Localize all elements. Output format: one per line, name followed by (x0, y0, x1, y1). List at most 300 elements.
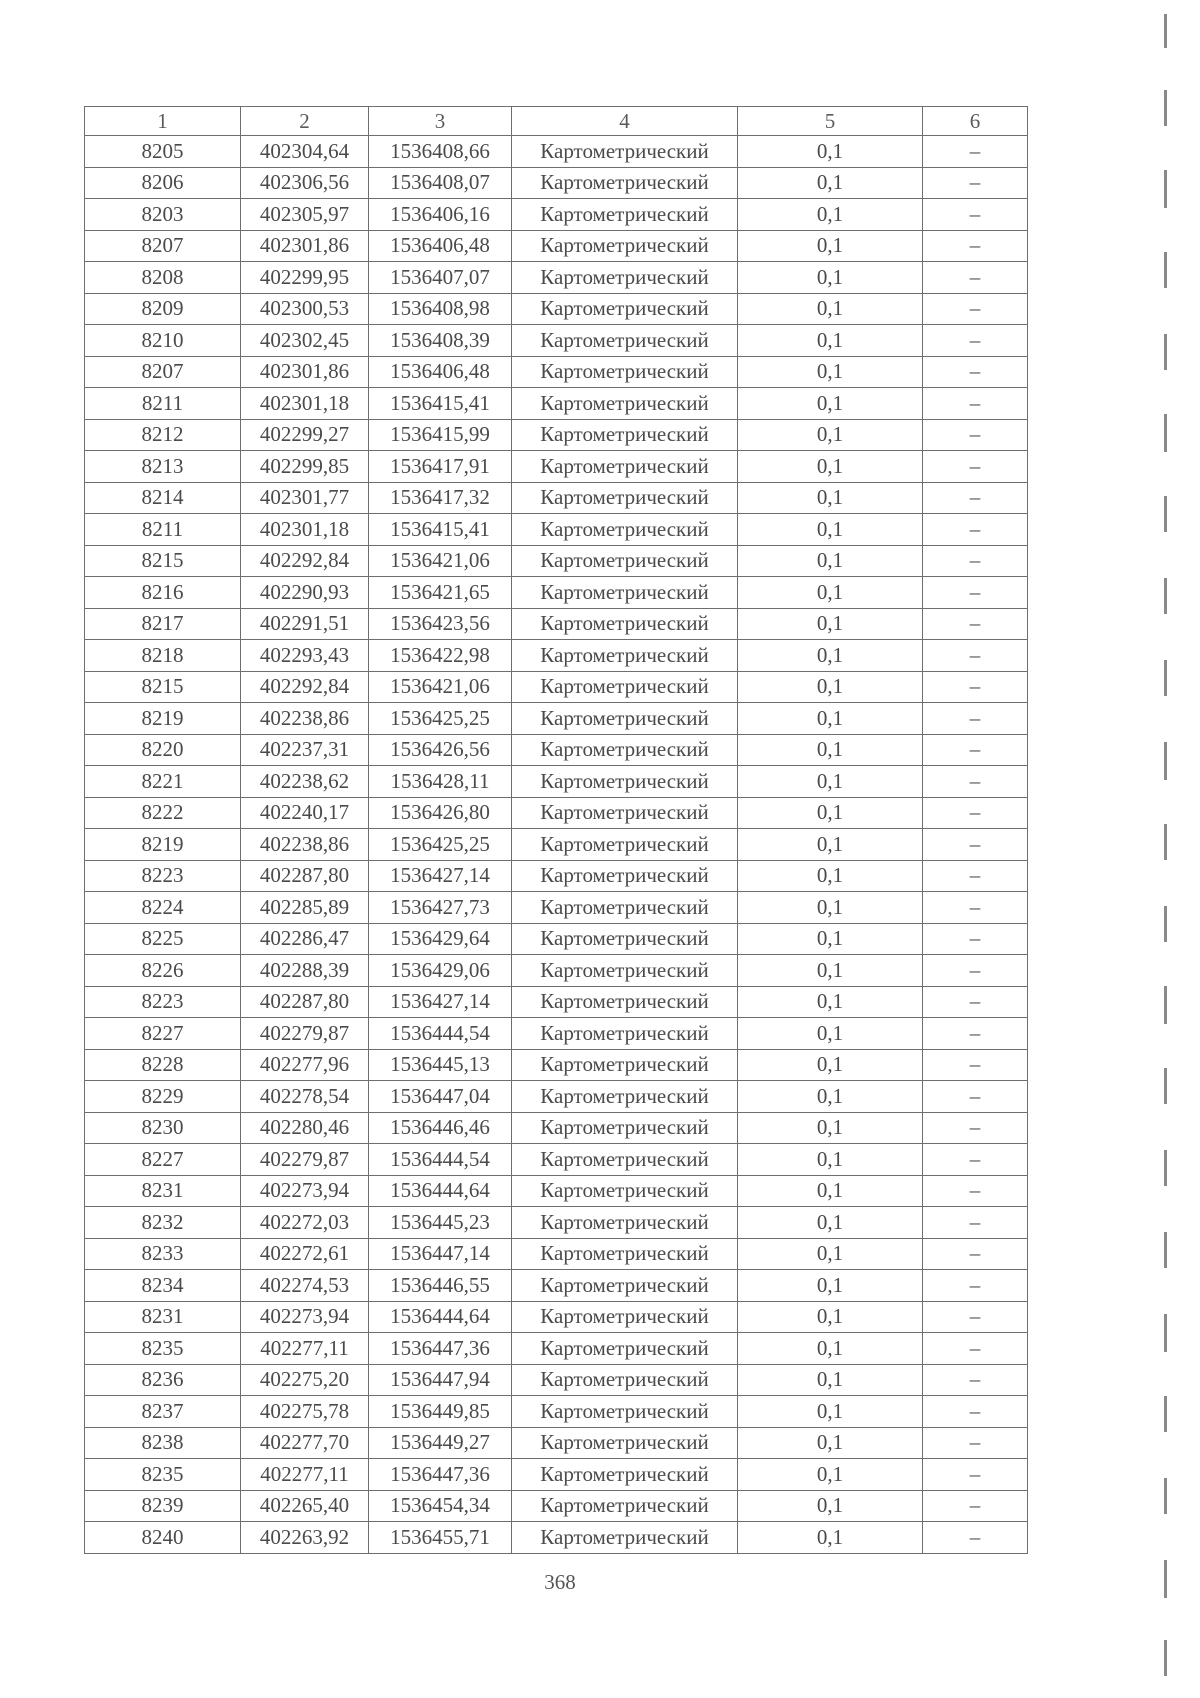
note-cell: – (923, 986, 1028, 1018)
method-cell: Картометрический (512, 608, 738, 640)
scan-edge-mark (1164, 1560, 1167, 1598)
scan-edge-mark (1164, 1150, 1167, 1186)
point-number-cell: 8215 (85, 671, 241, 703)
accuracy-cell: 0,1 (738, 608, 923, 640)
point-number-cell: 8207 (85, 230, 241, 262)
y-coordinate-cell: 1536417,32 (369, 482, 512, 514)
scan-edge-mark (1164, 252, 1167, 288)
accuracy-cell: 0,1 (738, 136, 923, 168)
y-coordinate-cell: 1536415,99 (369, 419, 512, 451)
scan-edge-mark (1164, 1396, 1167, 1432)
header-row (85, 107, 1028, 136)
y-coordinate-cell: 1536407,07 (369, 262, 512, 294)
point-number-cell: 8225 (85, 923, 241, 955)
point-number-cell: 8223 (85, 860, 241, 892)
y-coordinate-cell: 1536444,64 (369, 1175, 512, 1207)
x-coordinate-cell: 402290,93 (241, 577, 369, 609)
method-cell: Картометрический (512, 325, 738, 357)
table-row (85, 640, 1028, 672)
note-cell: – (923, 892, 1028, 924)
y-coordinate-cell: 1536444,64 (369, 1301, 512, 1333)
y-coordinate-cell: 1536449,85 (369, 1396, 512, 1428)
method-cell: Картометрический (512, 1238, 738, 1270)
note-cell: – (923, 388, 1028, 420)
coordinates-table (84, 106, 1028, 1554)
table-row (85, 797, 1028, 829)
column-header-3: 3 (369, 107, 512, 136)
method-cell: Картометрический (512, 671, 738, 703)
x-coordinate-cell: 402299,85 (241, 451, 369, 483)
point-number-cell: 8212 (85, 419, 241, 451)
accuracy-cell: 0,1 (738, 1522, 923, 1554)
accuracy-cell: 0,1 (738, 986, 923, 1018)
method-cell: Картометрический (512, 199, 738, 231)
point-number-cell: 8237 (85, 1396, 241, 1428)
accuracy-cell: 0,1 (738, 577, 923, 609)
table-row (85, 1238, 1028, 1270)
point-number-cell: 8234 (85, 1270, 241, 1302)
note-cell: – (923, 419, 1028, 451)
accuracy-cell: 0,1 (738, 1238, 923, 1270)
accuracy-cell: 0,1 (738, 1175, 923, 1207)
accuracy-cell: 0,1 (738, 1112, 923, 1144)
method-cell: Картометрический (512, 1364, 738, 1396)
accuracy-cell: 0,1 (738, 1396, 923, 1428)
method-cell: Картометрический (512, 797, 738, 829)
accuracy-cell: 0,1 (738, 1490, 923, 1522)
point-number-cell: 8216 (85, 577, 241, 609)
point-number-cell: 8231 (85, 1301, 241, 1333)
accuracy-cell: 0,1 (738, 671, 923, 703)
scan-edge-mark (1164, 824, 1167, 860)
method-cell: Картометрический (512, 451, 738, 483)
note-cell: – (923, 1333, 1028, 1365)
y-coordinate-cell: 1536447,94 (369, 1364, 512, 1396)
table-row (85, 199, 1028, 231)
y-coordinate-cell: 1536426,56 (369, 734, 512, 766)
point-number-cell: 8239 (85, 1490, 241, 1522)
x-coordinate-cell: 402277,96 (241, 1049, 369, 1081)
point-number-cell: 8209 (85, 293, 241, 325)
accuracy-cell: 0,1 (738, 640, 923, 672)
y-coordinate-cell: 1536429,06 (369, 955, 512, 987)
x-coordinate-cell: 402274,53 (241, 1270, 369, 1302)
accuracy-cell: 0,1 (738, 388, 923, 420)
x-coordinate-cell: 402287,80 (241, 860, 369, 892)
note-cell: – (923, 325, 1028, 357)
method-cell: Картометрический (512, 293, 738, 325)
accuracy-cell: 0,1 (738, 892, 923, 924)
note-cell: – (923, 545, 1028, 577)
table-header (85, 107, 1028, 136)
point-number-cell: 8211 (85, 514, 241, 546)
accuracy-cell: 0,1 (738, 923, 923, 955)
scan-edge-mark (1164, 414, 1167, 452)
note-cell: – (923, 766, 1028, 798)
method-cell: Картометрический (512, 482, 738, 514)
accuracy-cell: 0,1 (738, 325, 923, 357)
point-number-cell: 8207 (85, 356, 241, 388)
method-cell: Картометрический (512, 955, 738, 987)
x-coordinate-cell: 402279,87 (241, 1018, 369, 1050)
scan-edge-mark (1164, 1068, 1167, 1104)
x-coordinate-cell: 402275,20 (241, 1364, 369, 1396)
x-coordinate-cell: 402277,11 (241, 1459, 369, 1491)
table-row (85, 1144, 1028, 1176)
point-number-cell: 8229 (85, 1081, 241, 1113)
method-cell: Картометрический (512, 703, 738, 735)
point-number-cell: 8213 (85, 451, 241, 483)
y-coordinate-cell: 1536427,14 (369, 860, 512, 892)
x-coordinate-cell: 402238,62 (241, 766, 369, 798)
accuracy-cell: 0,1 (738, 419, 923, 451)
y-coordinate-cell: 1536427,73 (369, 892, 512, 924)
x-coordinate-cell: 402273,94 (241, 1301, 369, 1333)
point-number-cell: 8215 (85, 545, 241, 577)
table-row (85, 1049, 1028, 1081)
accuracy-cell: 0,1 (738, 1301, 923, 1333)
x-coordinate-cell: 402293,43 (241, 640, 369, 672)
point-number-cell: 8222 (85, 797, 241, 829)
method-cell: Картометрический (512, 1144, 738, 1176)
note-cell: – (923, 829, 1028, 861)
method-cell: Картометрический (512, 1522, 738, 1554)
method-cell: Картометрический (512, 1270, 738, 1302)
y-coordinate-cell: 1536425,25 (369, 703, 512, 735)
note-cell: – (923, 230, 1028, 262)
accuracy-cell: 0,1 (738, 514, 923, 546)
y-coordinate-cell: 1536449,27 (369, 1427, 512, 1459)
table-row (85, 608, 1028, 640)
method-cell: Картометрический (512, 1490, 738, 1522)
point-number-cell: 8218 (85, 640, 241, 672)
method-cell: Картометрический (512, 388, 738, 420)
accuracy-cell: 0,1 (738, 356, 923, 388)
x-coordinate-cell: 402301,18 (241, 514, 369, 546)
point-number-cell: 8217 (85, 608, 241, 640)
note-cell: – (923, 1459, 1028, 1491)
y-coordinate-cell: 1536417,91 (369, 451, 512, 483)
table-row (85, 167, 1028, 199)
method-cell: Картометрический (512, 514, 738, 546)
scan-edge-mark (1164, 1232, 1167, 1268)
method-cell: Картометрический (512, 640, 738, 672)
point-number-cell: 8238 (85, 1427, 241, 1459)
note-cell: – (923, 1049, 1028, 1081)
note-cell: – (923, 1175, 1028, 1207)
scan-edge-mark (1164, 742, 1167, 780)
table-row (85, 1175, 1028, 1207)
note-cell: – (923, 671, 1028, 703)
x-coordinate-cell: 402237,31 (241, 734, 369, 766)
method-cell: Картометрический (512, 1301, 738, 1333)
point-number-cell: 8235 (85, 1333, 241, 1365)
x-coordinate-cell: 402278,54 (241, 1081, 369, 1113)
table-row (85, 419, 1028, 451)
y-coordinate-cell: 1536445,23 (369, 1207, 512, 1239)
column-header-2: 2 (241, 107, 369, 136)
accuracy-cell: 0,1 (738, 293, 923, 325)
point-number-cell: 8233 (85, 1238, 241, 1270)
accuracy-cell: 0,1 (738, 262, 923, 294)
x-coordinate-cell: 402285,89 (241, 892, 369, 924)
note-cell: – (923, 1238, 1028, 1270)
accuracy-cell: 0,1 (738, 482, 923, 514)
x-coordinate-cell: 402286,47 (241, 923, 369, 955)
y-coordinate-cell: 1536429,64 (369, 923, 512, 955)
x-coordinate-cell: 402292,84 (241, 545, 369, 577)
accuracy-cell: 0,1 (738, 734, 923, 766)
point-number-cell: 8219 (85, 703, 241, 735)
x-coordinate-cell: 402301,77 (241, 482, 369, 514)
table-row (85, 1396, 1028, 1428)
method-cell: Картометрический (512, 1018, 738, 1050)
x-coordinate-cell: 402306,56 (241, 167, 369, 199)
y-coordinate-cell: 1536406,48 (369, 356, 512, 388)
y-coordinate-cell: 1536446,46 (369, 1112, 512, 1144)
note-cell: – (923, 734, 1028, 766)
x-coordinate-cell: 402299,27 (241, 419, 369, 451)
method-cell: Картометрический (512, 230, 738, 262)
scan-edge-mark (1164, 334, 1167, 370)
note-cell: – (923, 1301, 1028, 1333)
accuracy-cell: 0,1 (738, 1270, 923, 1302)
note-cell: – (923, 923, 1028, 955)
note-cell: – (923, 703, 1028, 735)
table-row (85, 955, 1028, 987)
accuracy-cell: 0,1 (738, 167, 923, 199)
table-row (85, 923, 1028, 955)
point-number-cell: 8231 (85, 1175, 241, 1207)
note-cell: – (923, 860, 1028, 892)
scan-edge-mark (1164, 986, 1167, 1024)
accuracy-cell: 0,1 (738, 451, 923, 483)
method-cell: Картометрический (512, 892, 738, 924)
y-coordinate-cell: 1536454,34 (369, 1490, 512, 1522)
y-coordinate-cell: 1536408,66 (369, 136, 512, 168)
method-cell: Картометрический (512, 1207, 738, 1239)
x-coordinate-cell: 402272,61 (241, 1238, 369, 1270)
point-number-cell: 8227 (85, 1018, 241, 1050)
note-cell: – (923, 797, 1028, 829)
note-cell: – (923, 1112, 1028, 1144)
method-cell: Картометрический (512, 1333, 738, 1365)
point-number-cell: 8221 (85, 766, 241, 798)
table-body (85, 136, 1028, 1554)
y-coordinate-cell: 1536415,41 (369, 388, 512, 420)
accuracy-cell: 0,1 (738, 230, 923, 262)
method-cell: Картометрический (512, 545, 738, 577)
note-cell: – (923, 1490, 1028, 1522)
point-number-cell: 8220 (85, 734, 241, 766)
x-coordinate-cell: 402305,97 (241, 199, 369, 231)
y-coordinate-cell: 1536423,56 (369, 608, 512, 640)
table-row (85, 892, 1028, 924)
table-row (85, 325, 1028, 357)
y-coordinate-cell: 1536408,07 (369, 167, 512, 199)
table-row (85, 1081, 1028, 1113)
note-cell: – (923, 482, 1028, 514)
table-row (85, 1018, 1028, 1050)
table-row (85, 703, 1028, 735)
point-number-cell: 8203 (85, 199, 241, 231)
accuracy-cell: 0,1 (738, 860, 923, 892)
method-cell: Картометрический (512, 1112, 738, 1144)
method-cell: Картометрический (512, 1427, 738, 1459)
method-cell: Картометрический (512, 734, 738, 766)
point-number-cell: 8224 (85, 892, 241, 924)
table-row (85, 986, 1028, 1018)
note-cell: – (923, 1427, 1028, 1459)
method-cell: Картометрический (512, 1049, 738, 1081)
table-row (85, 1522, 1028, 1554)
point-number-cell: 8232 (85, 1207, 241, 1239)
table-row (85, 1301, 1028, 1333)
x-coordinate-cell: 402238,86 (241, 829, 369, 861)
method-cell: Картометрический (512, 923, 738, 955)
accuracy-cell: 0,1 (738, 1144, 923, 1176)
accuracy-cell: 0,1 (738, 1081, 923, 1113)
x-coordinate-cell: 402301,86 (241, 230, 369, 262)
table-row (85, 766, 1028, 798)
method-cell: Картометрический (512, 829, 738, 861)
point-number-cell: 8211 (85, 388, 241, 420)
x-coordinate-cell: 402288,39 (241, 955, 369, 987)
y-coordinate-cell: 1536446,55 (369, 1270, 512, 1302)
x-coordinate-cell: 402287,80 (241, 986, 369, 1018)
x-coordinate-cell: 402277,11 (241, 1333, 369, 1365)
x-coordinate-cell: 402299,95 (241, 262, 369, 294)
accuracy-cell: 0,1 (738, 545, 923, 577)
table-row (85, 1207, 1028, 1239)
column-header-5: 5 (738, 107, 923, 136)
accuracy-cell: 0,1 (738, 829, 923, 861)
scan-edge-mark (1164, 90, 1167, 126)
y-coordinate-cell: 1536421,65 (369, 577, 512, 609)
accuracy-cell: 0,1 (738, 703, 923, 735)
x-coordinate-cell: 402302,45 (241, 325, 369, 357)
table-row (85, 734, 1028, 766)
y-coordinate-cell: 1536445,13 (369, 1049, 512, 1081)
column-header-1: 1 (85, 107, 241, 136)
accuracy-cell: 0,1 (738, 1049, 923, 1081)
scan-edge-mark (1164, 1478, 1167, 1514)
table-row (85, 671, 1028, 703)
y-coordinate-cell: 1536444,54 (369, 1018, 512, 1050)
table-row (85, 262, 1028, 294)
note-cell: – (923, 262, 1028, 294)
note-cell: – (923, 640, 1028, 672)
table-row (85, 514, 1028, 546)
note-cell: – (923, 1270, 1028, 1302)
x-coordinate-cell: 402240,17 (241, 797, 369, 829)
note-cell: – (923, 293, 1028, 325)
scan-edge-mark (1164, 578, 1167, 614)
method-cell: Картометрический (512, 766, 738, 798)
note-cell: – (923, 1396, 1028, 1428)
point-number-cell: 8219 (85, 829, 241, 861)
table-row (85, 293, 1028, 325)
point-number-cell: 8227 (85, 1144, 241, 1176)
method-cell: Картометрический (512, 136, 738, 168)
scan-edge-mark (1164, 660, 1167, 696)
method-cell: Картометрический (512, 1396, 738, 1428)
y-coordinate-cell: 1536426,80 (369, 797, 512, 829)
accuracy-cell: 0,1 (738, 1018, 923, 1050)
y-coordinate-cell: 1536421,06 (369, 671, 512, 703)
point-number-cell: 8205 (85, 136, 241, 168)
note-cell: – (923, 1207, 1028, 1239)
table-row (85, 577, 1028, 609)
x-coordinate-cell: 402279,87 (241, 1144, 369, 1176)
table-row (85, 1364, 1028, 1396)
table-row (85, 1427, 1028, 1459)
point-number-cell: 8240 (85, 1522, 241, 1554)
point-number-cell: 8230 (85, 1112, 241, 1144)
method-cell: Картометрический (512, 262, 738, 294)
y-coordinate-cell: 1536455,71 (369, 1522, 512, 1554)
x-coordinate-cell: 402292,84 (241, 671, 369, 703)
method-cell: Картометрический (512, 1175, 738, 1207)
x-coordinate-cell: 402301,18 (241, 388, 369, 420)
point-number-cell: 8210 (85, 325, 241, 357)
note-cell: – (923, 577, 1028, 609)
x-coordinate-cell: 402275,78 (241, 1396, 369, 1428)
x-coordinate-cell: 402291,51 (241, 608, 369, 640)
method-cell: Картометрический (512, 986, 738, 1018)
point-number-cell: 8226 (85, 955, 241, 987)
x-coordinate-cell: 402304,64 (241, 136, 369, 168)
accuracy-cell: 0,1 (738, 1207, 923, 1239)
method-cell: Картометрический (512, 419, 738, 451)
column-header-4: 4 (512, 107, 738, 136)
note-cell: – (923, 451, 1028, 483)
table-row (85, 136, 1028, 168)
x-coordinate-cell: 402238,86 (241, 703, 369, 735)
point-number-cell: 8235 (85, 1459, 241, 1491)
accuracy-cell: 0,1 (738, 199, 923, 231)
y-coordinate-cell: 1536408,39 (369, 325, 512, 357)
method-cell: Картометрический (512, 167, 738, 199)
table-row (85, 1112, 1028, 1144)
note-cell: – (923, 167, 1028, 199)
note-cell: – (923, 1364, 1028, 1396)
note-cell: – (923, 356, 1028, 388)
table-row (85, 1459, 1028, 1491)
x-coordinate-cell: 402280,46 (241, 1112, 369, 1144)
note-cell: – (923, 514, 1028, 546)
table-row (85, 1490, 1028, 1522)
y-coordinate-cell: 1536415,41 (369, 514, 512, 546)
scan-edge-mark (1164, 1640, 1167, 1676)
note-cell: – (923, 955, 1028, 987)
point-number-cell: 8206 (85, 167, 241, 199)
scan-edge-mark (1164, 170, 1167, 208)
scan-edge-mark (1164, 906, 1167, 942)
x-coordinate-cell: 402300,53 (241, 293, 369, 325)
method-cell: Картометрический (512, 860, 738, 892)
method-cell: Картометрический (512, 577, 738, 609)
table-row (85, 1333, 1028, 1365)
x-coordinate-cell: 402301,86 (241, 356, 369, 388)
point-number-cell: 8214 (85, 482, 241, 514)
x-coordinate-cell: 402265,40 (241, 1490, 369, 1522)
note-cell: – (923, 1081, 1028, 1113)
y-coordinate-cell: 1536447,04 (369, 1081, 512, 1113)
y-coordinate-cell: 1536422,98 (369, 640, 512, 672)
page-number: 368 (544, 1570, 576, 1594)
accuracy-cell: 0,1 (738, 1364, 923, 1396)
